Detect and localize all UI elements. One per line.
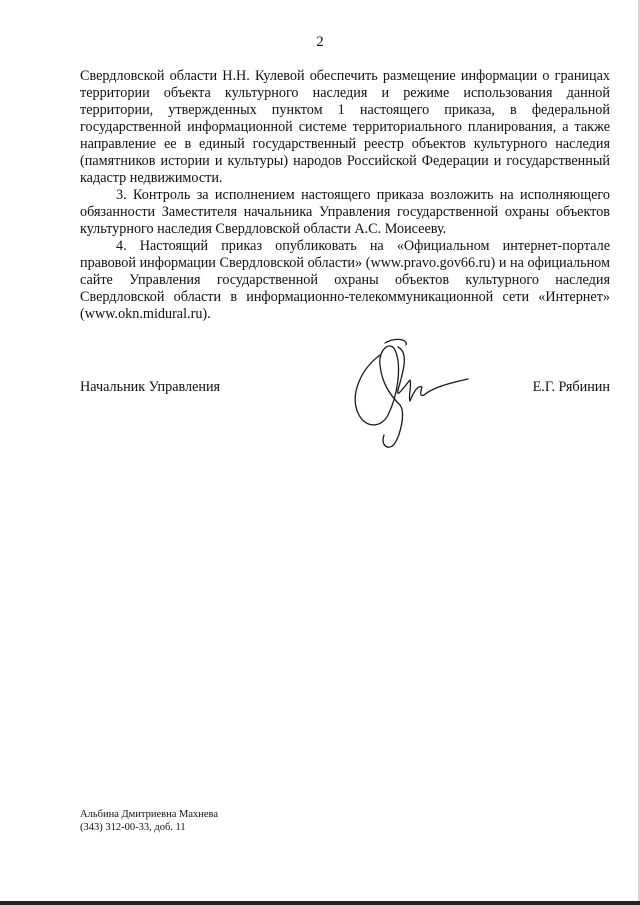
paragraph-item-4: 4. Настоящий приказ опубликовать на «Официальном интернет-портале правовой информации Свердловской области» (www.pravo.gov66.ru) и на официальном сайте Управления государственной охраны объектов культурного наследия Свердловской области в информационно-телекоммуникационной сети «Интернет» (www.okn.midural.ru).	[80, 238, 610, 322]
executor-phone: (343) 312-00-33, доб. 11	[80, 822, 186, 833]
executor-name: Альбина Дмитриевна Махнева	[80, 809, 219, 820]
paragraph-item-3: 3. Контроль за исполнением настоящего приказа возложить на исполняющего обязанности Заместителя начальника Управления государственной охраны объектов культурного наследия Свердловской области А.С. Моисееву.	[80, 187, 610, 237]
executor-info	[80, 808, 218, 834]
handwritten-signature	[340, 335, 480, 455]
paragraph-continuation: Свердловской области Н.Н. Кулевой обеспечить размещение информации о границах территории объекта культурного наследия и режиме использования данной территории, утвержденных пунктом 1 настоящего приказа, в федеральной государственной информационной системе территориального планирования, а также направление ее в единый государственный реестр объектов культурного наследия (памятников истории и культуры) народов Российской Федерации и государственный кадастр недвижимости.	[80, 68, 610, 186]
scan-bottom-bar	[0, 901, 640, 905]
page-number: 2	[316, 34, 324, 50]
signatory-name: Е.Г. Рябинин	[532, 379, 610, 395]
document-body	[80, 68, 610, 323]
signatory-position: Начальник Управления	[80, 379, 221, 395]
